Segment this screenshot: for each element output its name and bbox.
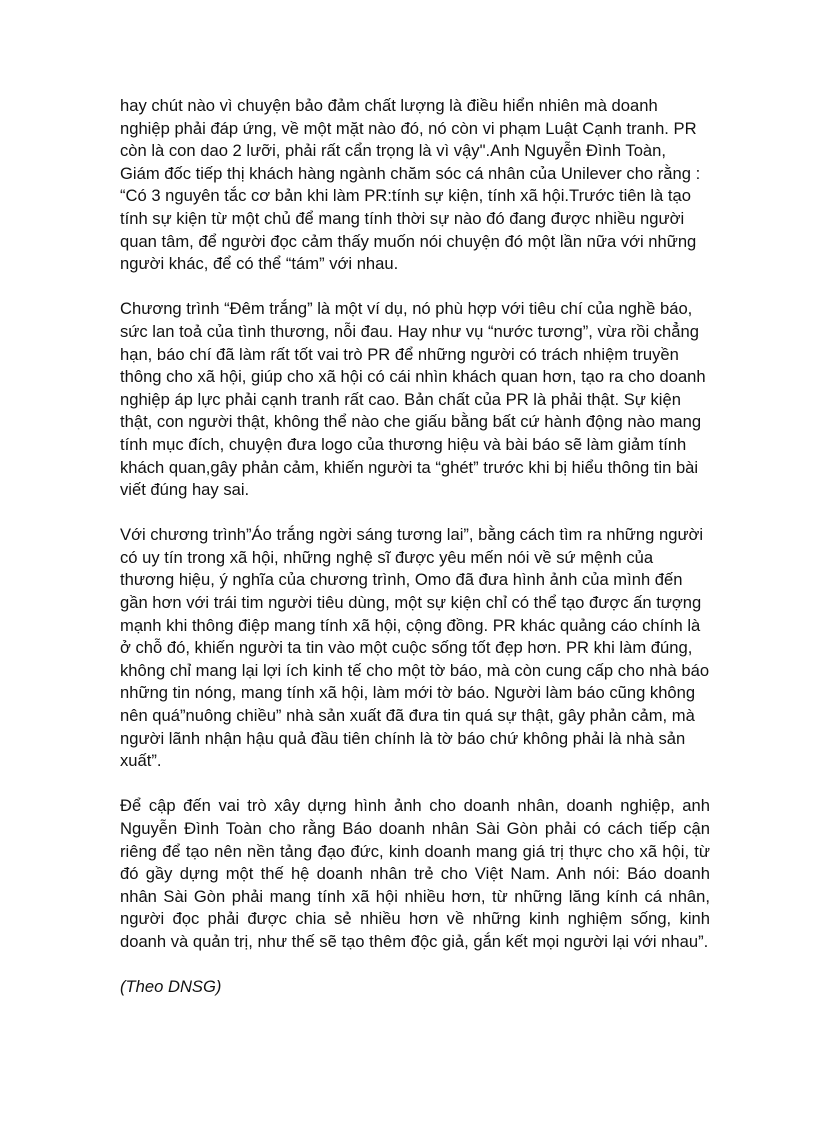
- paragraph-4: Để cập đến vai trò xây dựng hình ảnh cho doanh nhân, doanh nghiệp, anh Nguyễn Đình Toàn cho rằng Báo doanh nhân Sài Gòn phải có cách tiếp cận riêng để tạo nên nền tảng đạo đức, kinh doanh mang giá trị thực cho xã hội, từ đó gầy dựng một thế hệ doanh nhân trẻ cho Việt Nam. Anh nói: Báo doanh nhân Sài Gòn phải mang tính xã hội nhiều hơn, từ những lăng kính cá nhân, người đọc phải được chia sẻ nhiều hơn về những kinh nghiệm sống, kinh doanh và quản trị, như thế sẽ tạo thêm độc giả, gắn kết mọi người lại với nhau”.: [120, 796, 710, 951]
- paragraph-1: hay chút nào vì chuyện bảo đảm chất lượng là điều hiển nhiên mà doanh nghiệp phải đáp ứng, về một mặt nào đó, nó còn vi phạm Luật Cạnh tranh. PR còn là con dao 2 lưỡi, phải rất cẩn trọng là vì vậy".Anh Nguyễn Đình Toàn, Giám đốc tiếp thị khách hàng ngành chăm sóc cá nhân của Unilever cho rằng : “Có 3 nguyên tắc cơ bản khi làm PR:tính sự kiện, tính xã hội.Trước tiên là tạo tính sự kiện từ một chủ để mang tính thời sự nào đó đang được nhiều người quan tâm, để người đọc cảm thấy muốn nói chuyện đó một lần nữa với những người khác, để có thể “tám” với nhau.: [120, 96, 701, 274]
- document-page: [120, 95, 710, 1021]
- paragraph-2: Chương trình “Đêm trắng” là một ví dụ, nó phù hợp với tiêu chí của nghề báo, sức lan toả của tình thương, nỗi đau. Hay như vụ “nước tương”, vừa rồi chẳng hạn, báo chí đã làm rất tốt vai trò PR để những người có trách nhiệm truyền thông cho xã hội, giúp cho xã hội có cái nhìn khách quan hơn, tạo ra cho doanh nghiệp áp lực phải cạnh tranh rất cao. Bản chất của PR là phải thật. Sự kiện thật, con người thật, không thể nào che giấu bằng bất cứ hành động nào mang tính mục đích, chuyện đưa logo của thương hiệu và bài báo sẽ làm giảm tính khách quan,gây phản cảm, khiến người ta “ghét” trước khi bị hiểu thông tin bài viết đúng hay sai.: [120, 299, 706, 500]
- paragraph-3: Với chương trình”Áo trắng ngời sáng tương lai”, bằng cách tìm ra những người có uy tín trong xã hội, những nghệ sĩ được yêu mến nói về sứ mệnh của thương hiệu, ý nghĩa của chương trình, Omo đã đưa hình ảnh của mình đến gần hơn với trái tim người tiêu dùng, một sự kiện chỉ có thể tạo được ấn tượng mạnh khi thông điệp mang tính xã hội, cộng đồng. PR khác quảng cáo chính là ở chỗ đó, khiến người ta tin vào một cuộc sống tốt đẹp hơn. PR khi làm đúng, không chỉ mang lại lợi ích kinh tế cho một tờ báo, mà còn cung cấp cho nhà báo những tin nóng, mang tính xã hội, làm mới tờ báo. Người làm báo cũng không nên quá”nuông chiều” nhà sản xuất đã đưa tin quá sự thật, gây phản cảm, mà người lãnh nhận hậu quả đầu tiên chính là tờ báo chứ không phải là nhà sản xuất”.: [120, 525, 710, 771]
- source-note: (Theo DNSG): [120, 977, 222, 997]
